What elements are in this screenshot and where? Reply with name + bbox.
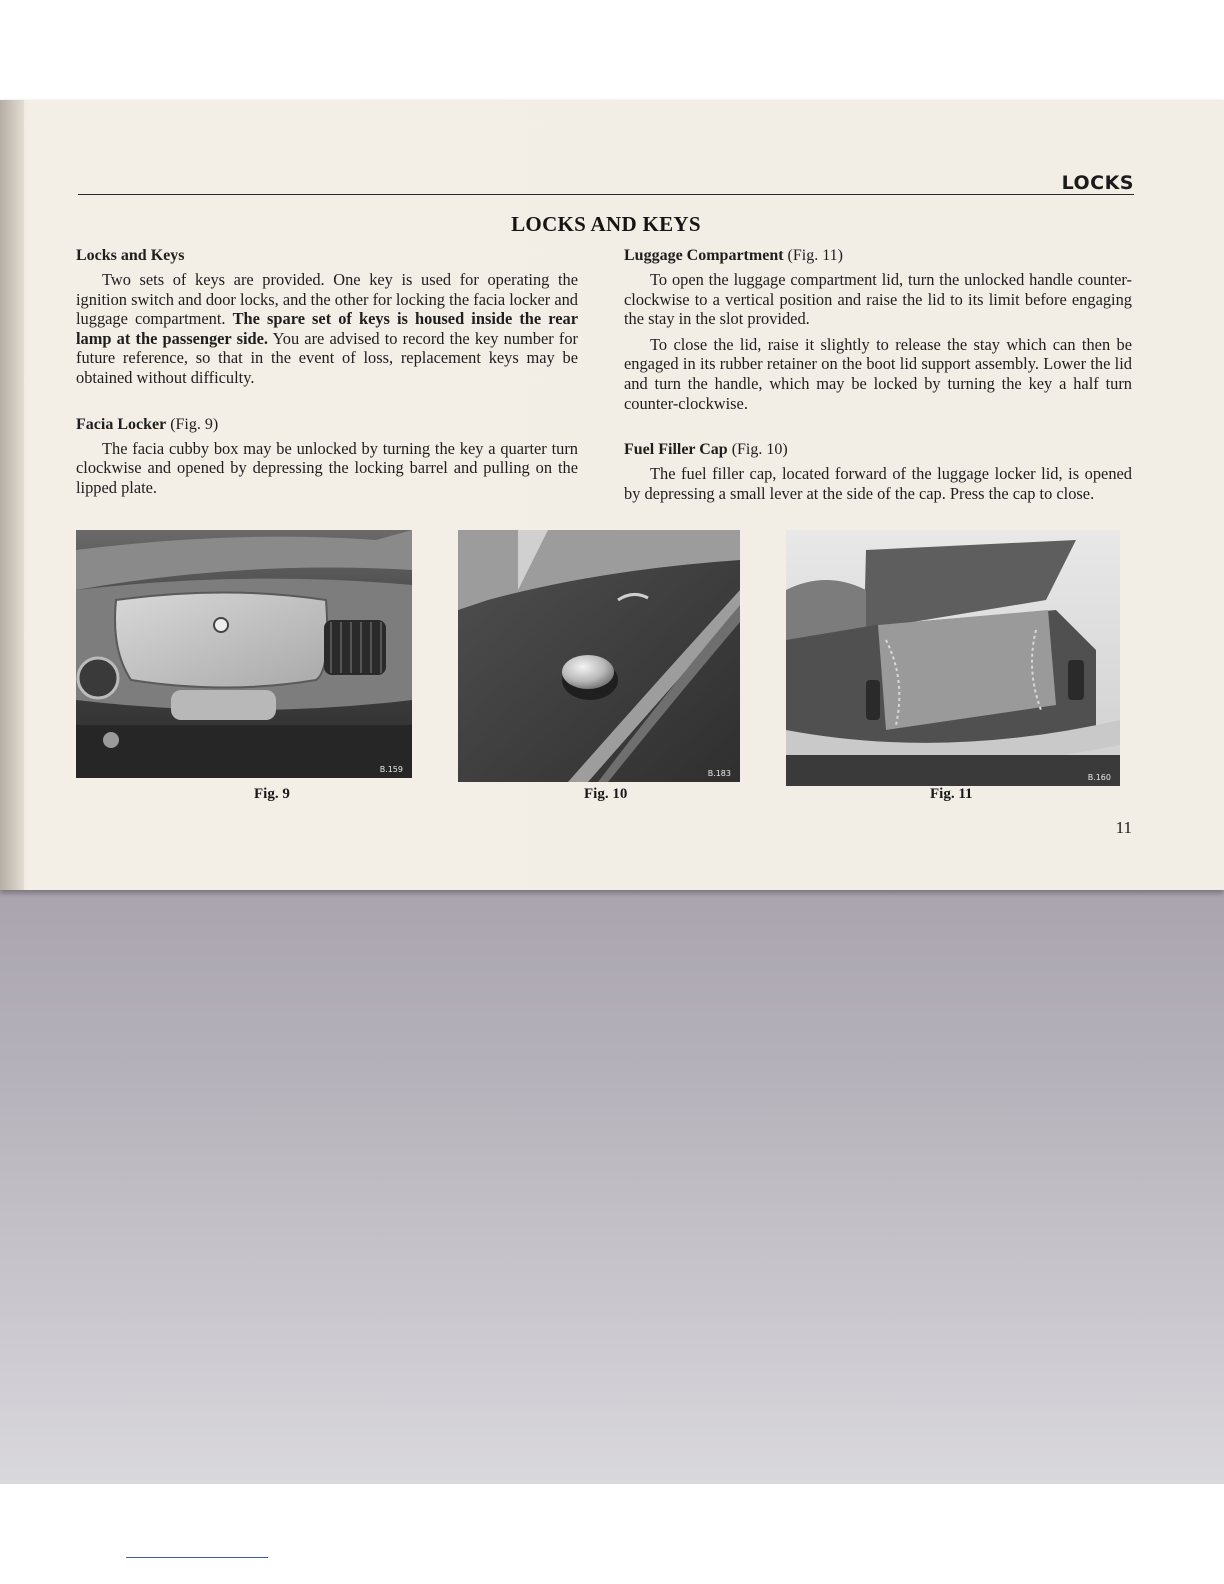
section-paragraph: [76, 439, 578, 498]
figure-10-photo: [458, 530, 740, 782]
section-paragraph: [624, 464, 1132, 503]
figure-10-caption: Fig. 10: [584, 786, 628, 802]
header-rule: [78, 194, 1134, 195]
luggage-compartment-illustration: [786, 530, 1120, 786]
figure-9-photo: [76, 530, 412, 778]
page-title: LOCKS AND KEYS: [511, 212, 701, 236]
section-heading: [76, 246, 578, 266]
left-column: [76, 246, 578, 503]
paragraph-text: The facia cubby box may be unlocked by turning the key a quarter turn clockwise and opened by depressing the locking barrel and pulling on the lipped plate.: [76, 438, 578, 497]
heading-text: Fuel Filler Cap: [624, 441, 728, 459]
figure-11-photo: [786, 530, 1120, 786]
heading-fig-ref: (Fig. 9): [170, 415, 219, 433]
heading-text: Facia Locker: [76, 415, 167, 433]
figure-9-caption: Fig. 9: [254, 786, 290, 802]
paragraph-text: To open the luggage compartment lid, turn the unlocked handle counter-clockwise to a vertical position and raise the lid to its limit before engaging the stay in the slot provided.: [624, 270, 1132, 329]
section-paragraph: [624, 270, 1132, 329]
figure-code: B.183: [707, 769, 731, 778]
section-tag: LOCKS: [1061, 172, 1134, 194]
paragraph-text: To close the lid, raise it slightly to release the stay which can then be engaged in its rubber retainer on the boot lid support assembly. Lower the lid and turn the handle, which may be locked by turning the key a half turn counter-clockwise.: [624, 334, 1132, 413]
paragraph-bold-text: The spare set of keys is housed inside the rear lamp at the passenger side.: [76, 309, 578, 348]
paragraph-text: The fuel filler cap, located forward of the luggage locker lid, is opened by depressing a small lever at the side of the cap. Press the cap to close.: [624, 464, 1132, 503]
fuel-filler-cap-illustration: [458, 530, 740, 782]
heading-fig-ref: (Fig. 11): [787, 247, 843, 264]
heading-text: Locks and Keys: [76, 247, 185, 264]
dashboard-glovebox-illustration: [76, 530, 412, 778]
section-heading: [624, 440, 1132, 460]
section-paragraph: [76, 270, 578, 388]
figure-11-caption: Fig. 11: [930, 786, 973, 802]
manual-page: [0, 100, 1224, 890]
right-column: [624, 246, 1132, 509]
paragraph-text: You are advised to record the key number for future reference, so that in the event of loss, replacement keys may be obtained without difficulty.: [76, 328, 578, 387]
figure-code: B.160: [1087, 773, 1111, 782]
section-heading: [624, 246, 1132, 266]
page-number: 11: [1115, 818, 1132, 837]
page-spine-shadow: [0, 100, 24, 890]
figure-code: B.159: [379, 765, 403, 774]
heading-fig-ref: (Fig. 10): [731, 441, 788, 459]
footer-link-underline: [126, 1557, 268, 1558]
paragraph-text: Two sets of keys are provided. One key is used for operating the ignition switch and door locks, and the other for locking the facia locker and luggage compartment.: [76, 270, 578, 329]
section-heading: [76, 415, 578, 435]
section-paragraph: [624, 335, 1132, 413]
heading-text: Luggage Compartment: [624, 247, 784, 264]
